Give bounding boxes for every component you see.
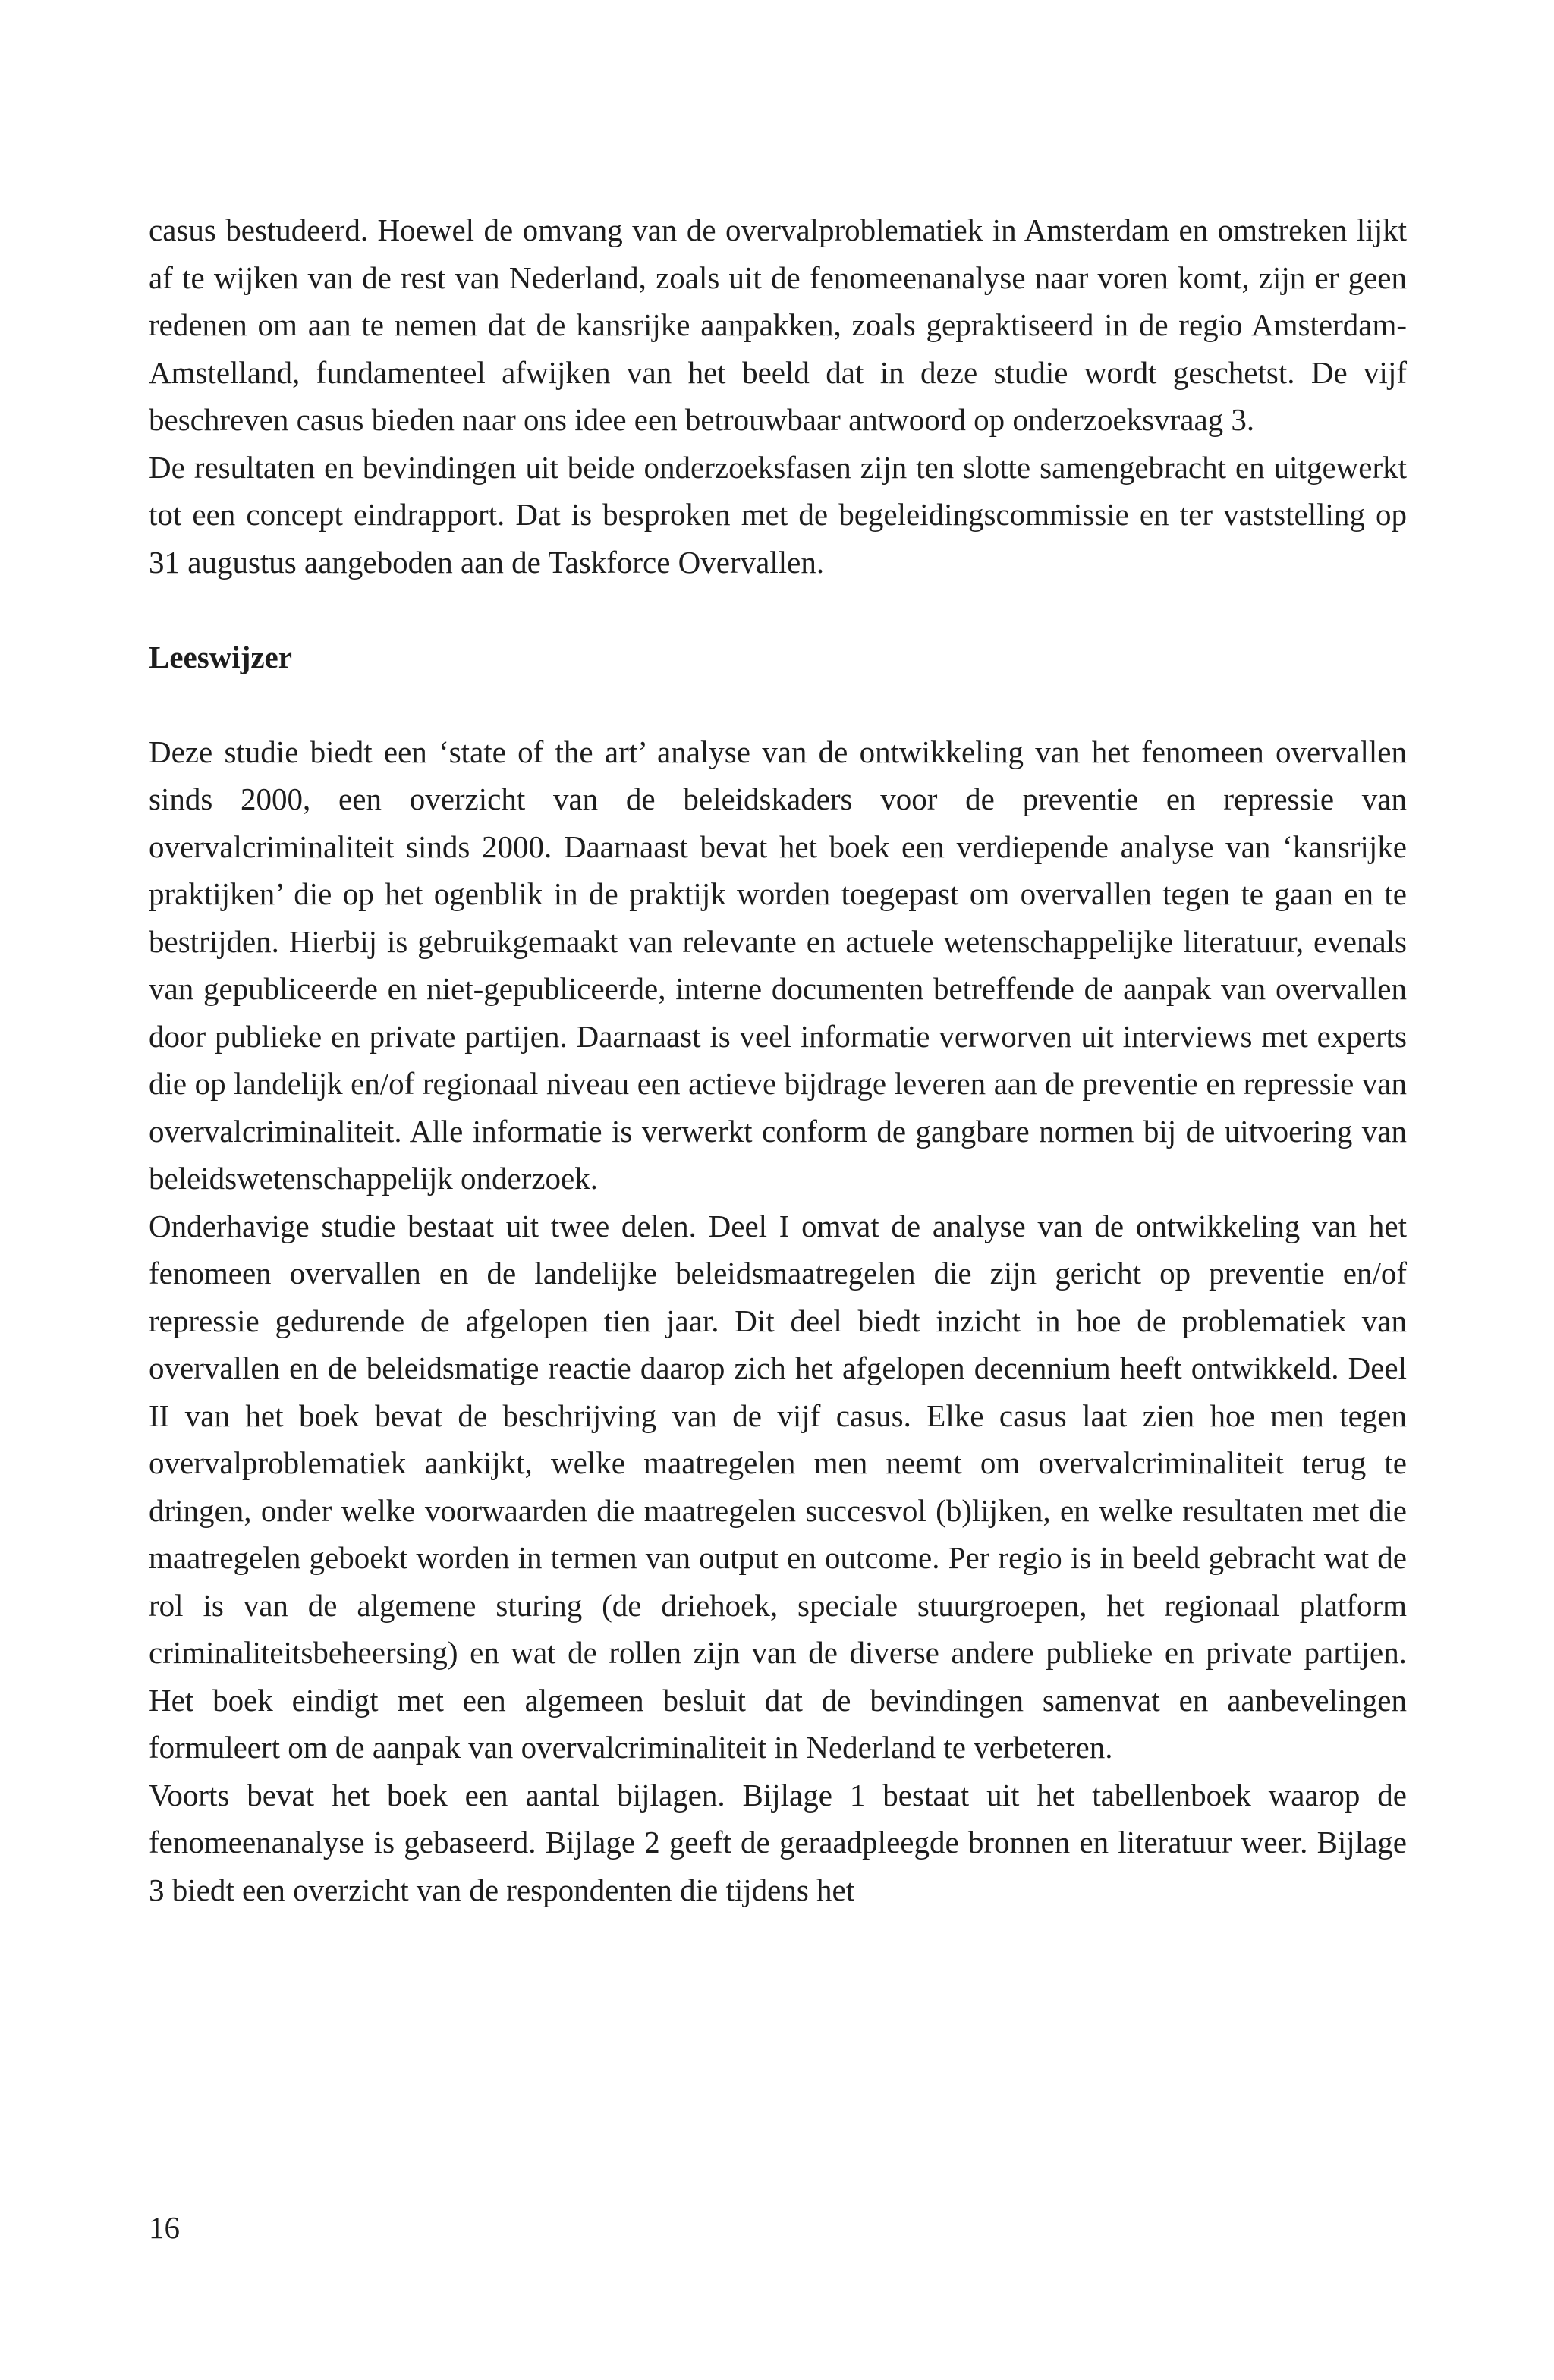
section-heading-leeswijzer: Leeswijzer bbox=[149, 640, 292, 674]
paragraph-casus-bestudeerd: casus bestudeerd. Hoewel de omvang van de overvalproblematiek in Amsterdam en omstreken lijkt af te wijken van de rest van Nederland, zoals uit de fenomeenanalyse naar voren komt, zijn er geen redenen om aan te nemen dat de kansrijke aanpakken, zoals gepraktiseerd in de regio Amsterdam-Amstelland, fundamenteel afwijken van het beeld dat in deze studie wordt geschetst. De vijf beschreven casus bieden naar ons idee een betrouwbaar antwoord op onderzoeksvraag 3. bbox=[149, 212, 1407, 437]
section-heading-wrapper bbox=[149, 634, 1407, 681]
paragraph-resultaten: De resultaten en bevindingen uit beide onderzoeksfasen zijn ten slotte samengebracht en uitgewerkt tot een concept eindrapport. Dat is besproken met de begeleidingscommissie en ter vaststelling op 31 augustus aangeboden aan de Taskforce Overvallen. bbox=[149, 449, 1407, 580]
paragraph-voorts: Voorts bevat het boek een aantal bijlagen. Bijlage 1 bestaat uit het tabellenboek waarop de fenomeenanalyse is gebaseerd. Bijlage 2 geeft de geraadpleegde bronnen en literatuur weer. Bijlage 3 biedt een overzicht van de respondenten die tijdens het bbox=[149, 1777, 1407, 1907]
paragraph-deze-studie: Deze studie biedt een ‘state of the art’ analyse van de ontwikkeling van het fenomeen overvallen sinds 2000, een overzicht van de beleidskaders voor de preventie en repressie van overvalcriminaliteit sinds 2000. Daarnaast bevat het boek een verdiepende analyse van ‘kansrijke praktijken’ die op het ogenblik in de praktijk worden toegepast om overvallen tegen te gaan en te bestrijden. Hierbij is gebruikgemaakt van relevante en actuele wetenschappelijke literatuur, evenals van gepubliceerde en niet-gepubliceerde, interne documenten betreffende de aanpak van overvallen door publieke en private partijen. Daarnaast is veel informatie verworven uit interviews met experts die op landelijk en/of regionaal niveau een actieve bijdrage leveren aan de preventie en repressie van overvalcriminaliteit. Alle informatie is verwerkt conform de gangbare normen bij de uitvoering van beleidswetenschappelijk onderzoek. bbox=[149, 734, 1407, 1196]
text-column bbox=[149, 206, 1407, 1913]
page-number: 16 bbox=[149, 2210, 180, 2245]
paragraph-onderhavige-studie: Onderhavige studie bestaat uit twee delen. Deel I omvat de analyse van de ontwikkeling van het fenomeen overvallen en de landelijke beleidsmaatregelen die zijn gericht op preventie en/of repressie gedurende de afgelopen tien jaar. Dit deel biedt inzicht in hoe de problematiek van overvallen en de beleidsmatige reactie daarop zich het afgelopen decennium heeft ontwikkeld. Deel II van het boek bevat de beschrijving van de vijf casus. Elke casus laat zien hoe men tegen overvalproblematiek aankijkt, welke maatregelen men neemt om overvalcriminaliteit terug te dringen, onder welke voorwaarden die maatregelen succesvol (b)lijken, en welke resultaten met die maatregelen geboekt worden in termen van output en outcome. Per regio is in beeld gebracht wat de rol is van de algemene sturing (de driehoek, speciale stuurgroepen, het regionaal platform criminaliteitsbeheersing) en wat de rollen zijn van de diverse andere publieke en private partijen. Het boek eindigt met een algemeen besluit dat de bevindingen samenvat en aanbevelingen formuleert om de aanpak van overvalcriminaliteit in Nederland te verbeteren. bbox=[149, 1208, 1407, 1765]
